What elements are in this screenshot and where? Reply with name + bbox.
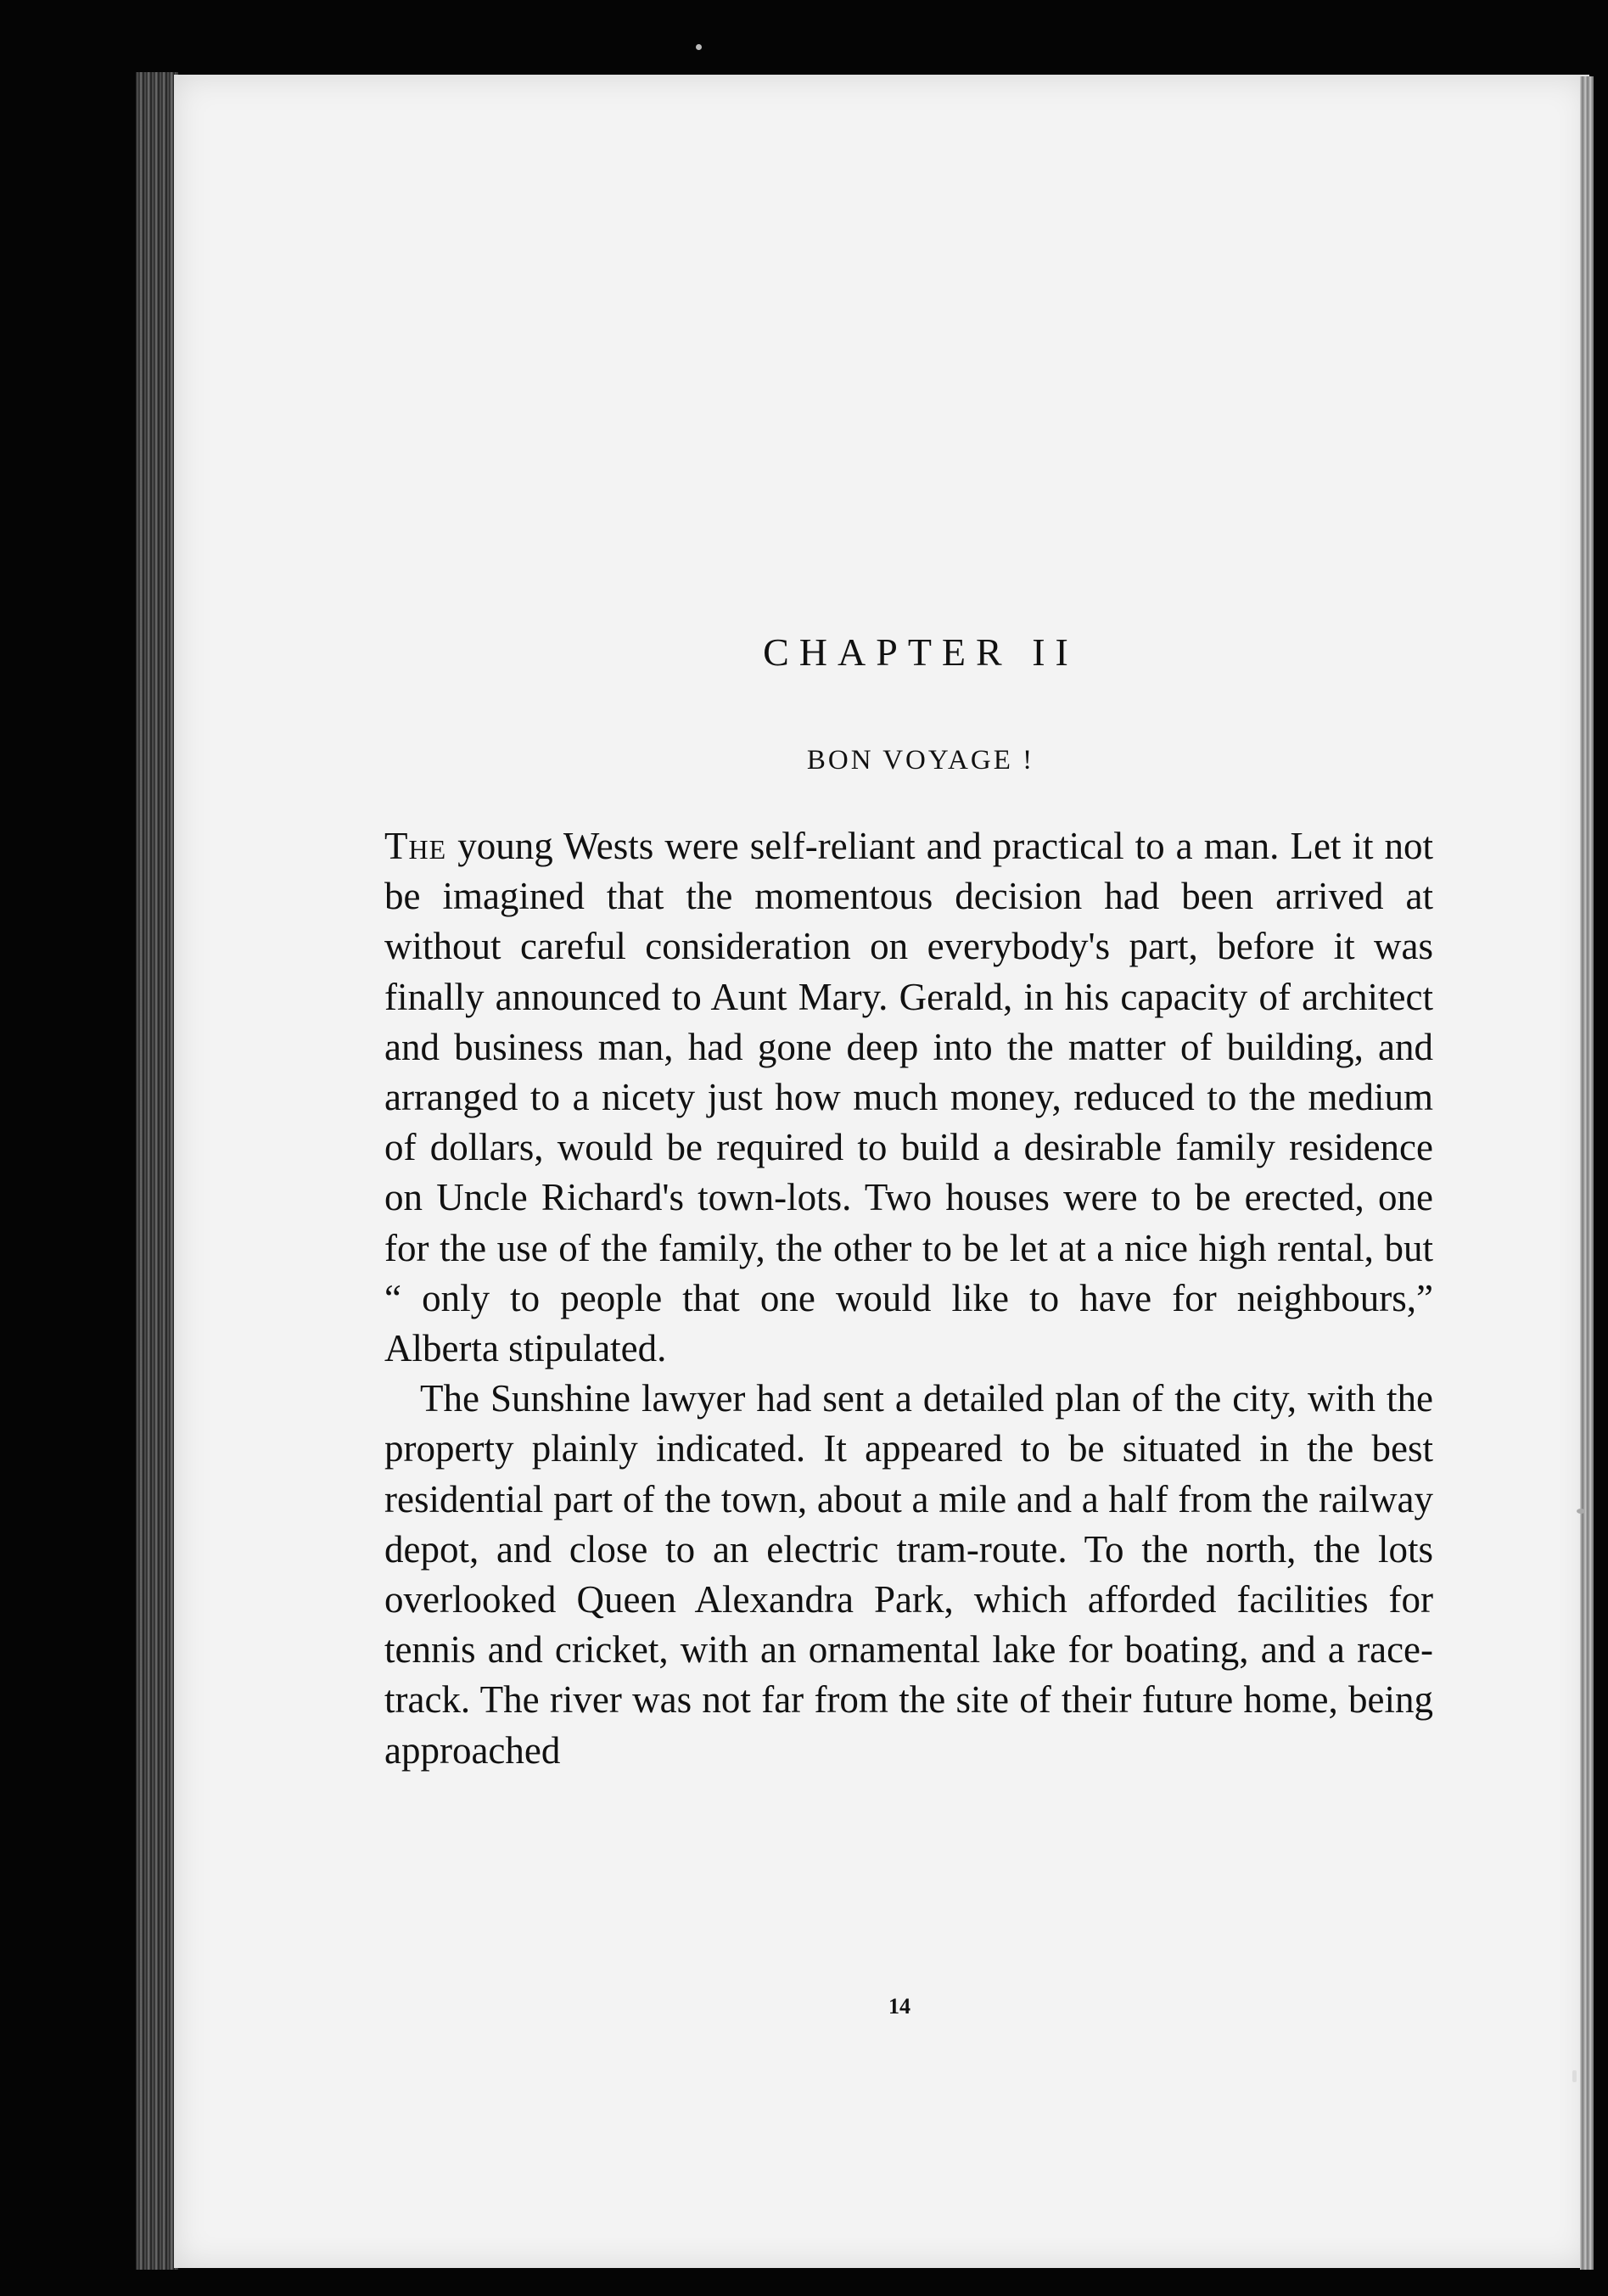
paragraph-2 — [384, 1374, 1433, 1776]
chapter-subtitle: BON VOYAGE ! — [806, 745, 1035, 776]
page-edge-left — [136, 72, 178, 2270]
paragraph-1 — [384, 821, 1433, 1374]
paragraph-1-lead-word: The — [384, 825, 447, 867]
page-number: 14 — [888, 1994, 910, 2019]
scan-speck — [1577, 1509, 1585, 1514]
page-edge-right — [1580, 76, 1594, 2270]
paragraph-2-text: The Sunshine lawyer had sent a detailed plan of the city, with the property plainly indicated. It appeared to be situated in the best residential part of the town, about a mile and a half from the railway depot, and close to an electric tram-route. To the north, the lots overlooked Queen Alexandra Park, which afforded facilities for tennis and cricket, with an ornamental lake for boating, and a race-track. The river was not far from the site of their future home, being approached — [384, 1377, 1433, 1772]
chapter-heading: CHAPTER II — [763, 630, 1079, 674]
scan-speck — [1572, 2070, 1577, 2082]
paragraph-1-text: young Wests were self-reliant and practical to a man. Let it not be imagined that the momentous decision had been arrived at without careful consideration on everybody's part, before it was finally announced to Aunt Mary. Gerald, in his capacity of architect and business man, had gone deep into the matter of building, and arranged to a nicety just how much money, reduced to the medium of dollars, would be required to build a desirable family residence on Uncle Richard's town-lots. Two houses were to be erected, one for the use of the family, the other to be let at a nice high rental, but “ only to people that one would like to have for neighbours,” Alberta stipulated. — [384, 825, 1433, 1370]
scan-speck — [696, 44, 702, 50]
body-text — [384, 821, 1433, 1776]
